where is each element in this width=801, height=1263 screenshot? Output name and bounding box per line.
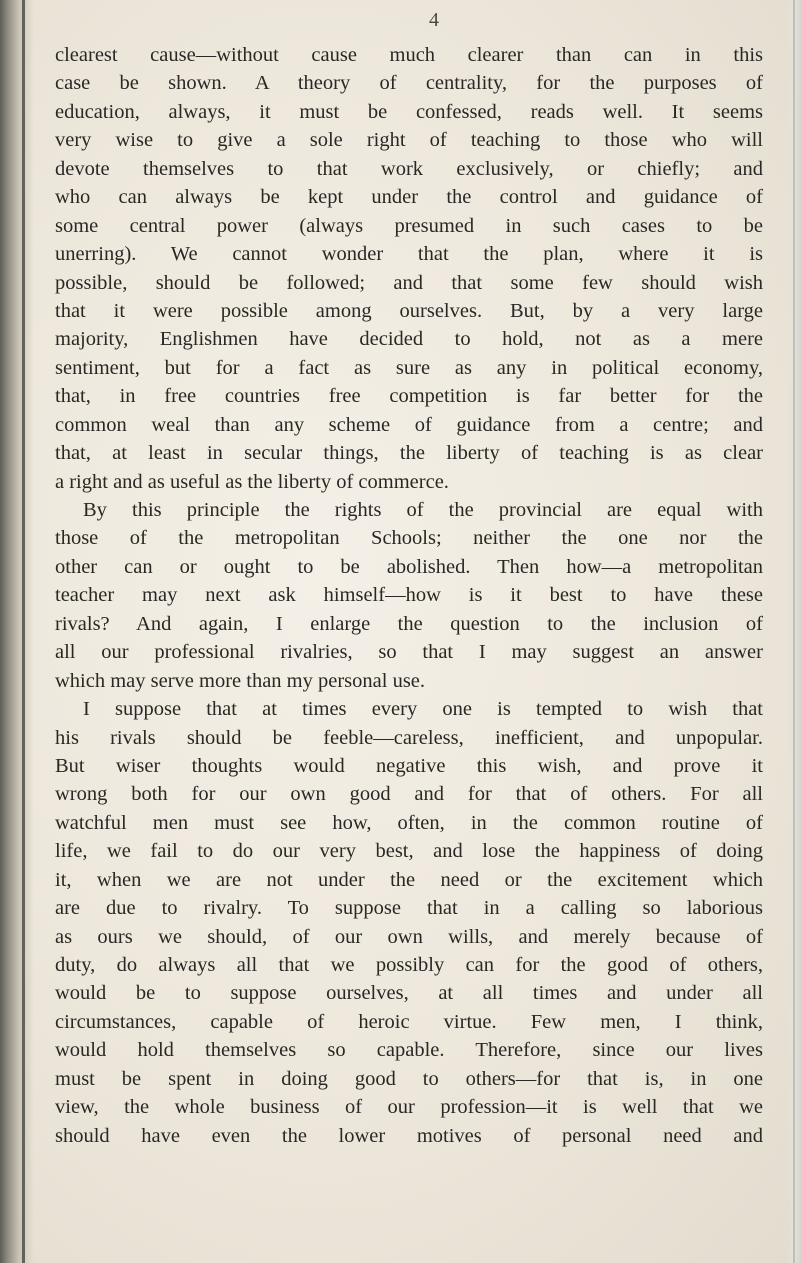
- text-line: that, at least in secular things, the liberty of teaching is as clear: [55, 442, 763, 465]
- text-line: who can always be kept under the control and guidance of: [55, 186, 763, 209]
- text-line: common weal than any scheme of guidance from a centre; and: [55, 413, 763, 436]
- text-line: education, always, it must be confessed, reads well. It seems: [55, 100, 763, 123]
- text-line: would be to suppose ourselves, at all times and under all: [55, 982, 763, 1005]
- page-number: 4: [429, 9, 439, 31]
- text-line: those of the metropolitan Schools; neither the one nor the: [55, 527, 763, 550]
- text-line: that, in free countries free competition is far better for the: [55, 385, 763, 408]
- text-line: By this principle the rights of the provincial are equal with: [83, 499, 763, 521]
- text-line: life, we fail to do our very best, and lose the happiness of doing: [55, 840, 763, 863]
- text-line: his rivals should be feeble—careless, inefficient, and unpopular.: [55, 726, 763, 749]
- text-line: must be spent in doing good to others—for that is, in one: [55, 1067, 763, 1090]
- text-line: a right and as useful as the liberty of commerce.: [55, 470, 449, 493]
- text-line: sentiment, but for a fact as sure as any in political economy,: [55, 356, 763, 379]
- text-line: other can or ought to be abolished. Then how—a metropolitan: [55, 555, 763, 578]
- body-text: [55, 41, 763, 1150]
- text-line: teacher may next ask himself—how is it best to have these: [55, 584, 763, 607]
- text-line: would hold themselves so capable. Therefore, since our lives: [55, 1039, 763, 1062]
- text-line: which may serve more than my personal use.: [55, 669, 426, 692]
- text-line: majority, Englishmen have decided to hold, not as a mere: [55, 328, 763, 351]
- text-line: case be shown. A theory of centrality, for the purposes of: [55, 72, 763, 95]
- text-line: rivals? And again, I enlarge the question to the inclusion of: [55, 612, 763, 635]
- text-line: circumstances, capable of heroic virtue. Few men, I think,: [55, 1010, 763, 1033]
- text-line: are due to rivalry. To suppose that in a calling so laborious: [55, 897, 763, 920]
- text-line: should have even the lower motives of personal need and: [55, 1124, 763, 1147]
- text-line: devote themselves to that work exclusively, or chiefly; and: [55, 157, 763, 180]
- text-line: very wise to give a sole right of teaching to those who will: [55, 129, 763, 152]
- text-line: view, the whole business of our profession—it is well that we: [55, 1096, 763, 1119]
- text-line: wrong both for our own good and for that of others. For all: [55, 783, 763, 806]
- text-line: some central power (always presumed in such cases to be: [55, 214, 763, 237]
- text-line: unerring). We cannot wonder that the plan, where it is: [55, 243, 763, 266]
- text-line: it, when we are not under the need or the excitement which: [55, 868, 763, 891]
- page-right-edge-line: [793, 0, 795, 1263]
- text-line: duty, do always all that we possibly can for the good of others,: [55, 954, 763, 976]
- text-line: clearest cause—without cause much clearer than can in this: [55, 44, 763, 66]
- text-line: possible, should be followed; and that some few should wish: [55, 271, 763, 294]
- binding-edge: [22, 0, 25, 1263]
- text-line: all our professional rivalries, so that I may suggest an answer: [55, 641, 763, 664]
- binding-shadow: [0, 0, 34, 1263]
- text-line: as ours we should, of our own wills, and merely because of: [55, 925, 763, 948]
- text-line: that it were possible among ourselves. But, by a very large: [55, 299, 763, 322]
- text-line: But wiser thoughts would negative this wish, and prove it: [55, 754, 763, 777]
- text-line: watchful men must see how, often, in the common routine of: [55, 811, 763, 834]
- text-line: I suppose that at times every one is tempted to wish that: [83, 698, 763, 721]
